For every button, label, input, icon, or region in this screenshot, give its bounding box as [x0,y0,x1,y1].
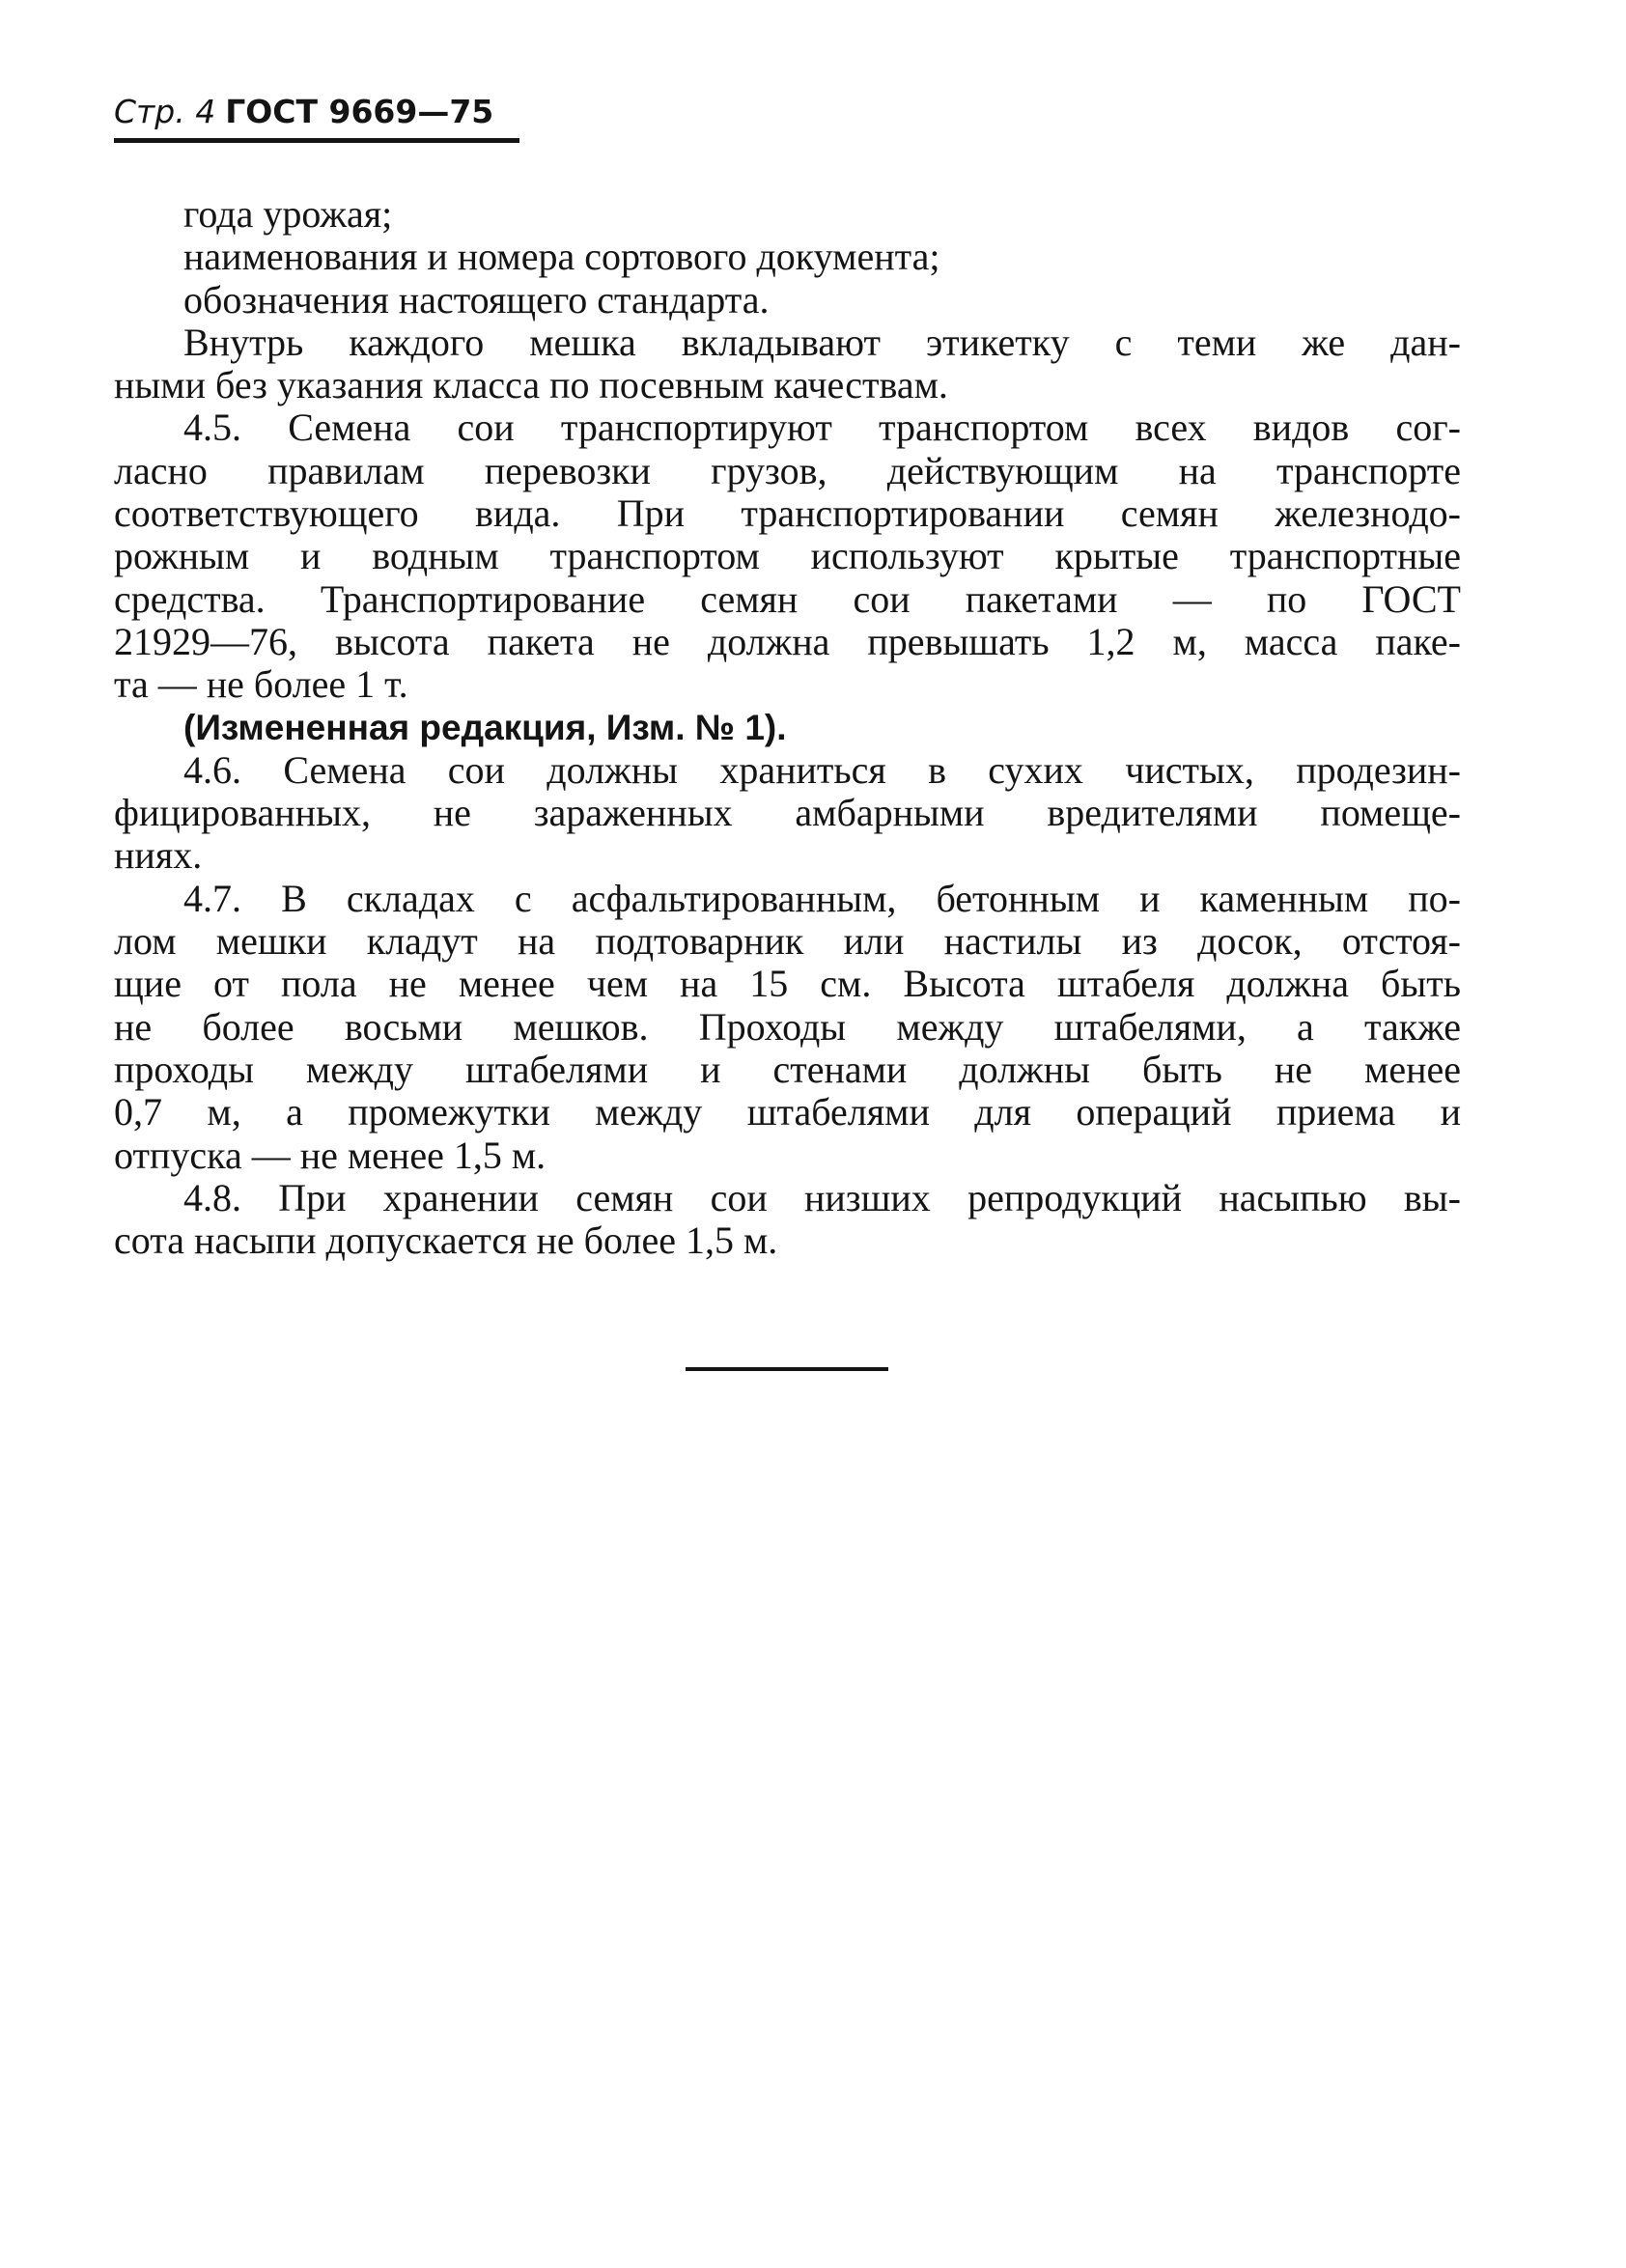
text-line: 4.8. При хранении семян сои низших репродукций насыпью вы- [183,1175,1461,1219]
page-number-label: Стр. 4 [114,93,216,130]
text-line: ниях. [114,833,203,878]
text-line: наименования и номера сортового документа; [183,235,940,279]
text-line: ными без указания класса по посевным качествам. [114,363,948,407]
text-line: года урожая; [183,192,393,236]
text-line: отпуска — не менее 1,5 м. [114,1133,547,1177]
page-header [114,93,493,131]
text-line: 0,7 м, а промежутки между штабелями для операций приема и [114,1090,1461,1134]
text-line: ласно правилам перевозки грузов, действующим на транспорте [114,448,1461,492]
standard-number: ГОСТ 9669—75 [225,93,494,130]
text-line: соответствующего вида. При транспортировании семян железнодо- [114,491,1461,536]
text-line: та — не более 1 т. [114,662,408,707]
text-line: 21929—76, высота пакета не должна превышать 1,2 м, масса паке- [114,619,1461,663]
text-line: обозначения настоящего стандарта. [183,277,770,322]
text-line: средства. Транспортирование семян сои пакетами — по ГОСТ [114,576,1461,621]
text-line: 4.7. В складах с асфальтированным, бетонным и каменным по- [183,876,1461,920]
document-body [114,193,1461,1262]
text-line: фицированных, не зараженных амбарными вредителями помеще- [114,791,1461,835]
text-line: не более восьми мешков. Проходы между штабелями, а также [114,1004,1461,1049]
text-line: 4.5. Семена сои транспортируют транспортом всех видов сог- [183,406,1461,450]
text-line: проходы между штабелями и стенами должны быть не менее [114,1047,1461,1091]
closing-rule [686,1367,888,1371]
text-line: щие от пола не менее чем на 15 см. Высота штабеля должна быть [114,962,1461,1006]
amendment-note: (Измененная редакция, Изм. № 1). [183,707,787,747]
text-line: 4.6. Семена сои должны храниться в сухих чистых, продезин- [183,747,1461,792]
text-line: лом мешки кладут на подтоварник или настилы из досок, отстоя- [114,919,1461,964]
text-line: сота насыпи допускается не более 1,5 м. [114,1218,778,1263]
text-line: рожным и водным транспортом используют крытые транспортные [114,534,1461,578]
text-line: Внутрь каждого мешка вкладывают этикетку с теми же дан- [183,320,1461,364]
header-rule [114,138,519,143]
